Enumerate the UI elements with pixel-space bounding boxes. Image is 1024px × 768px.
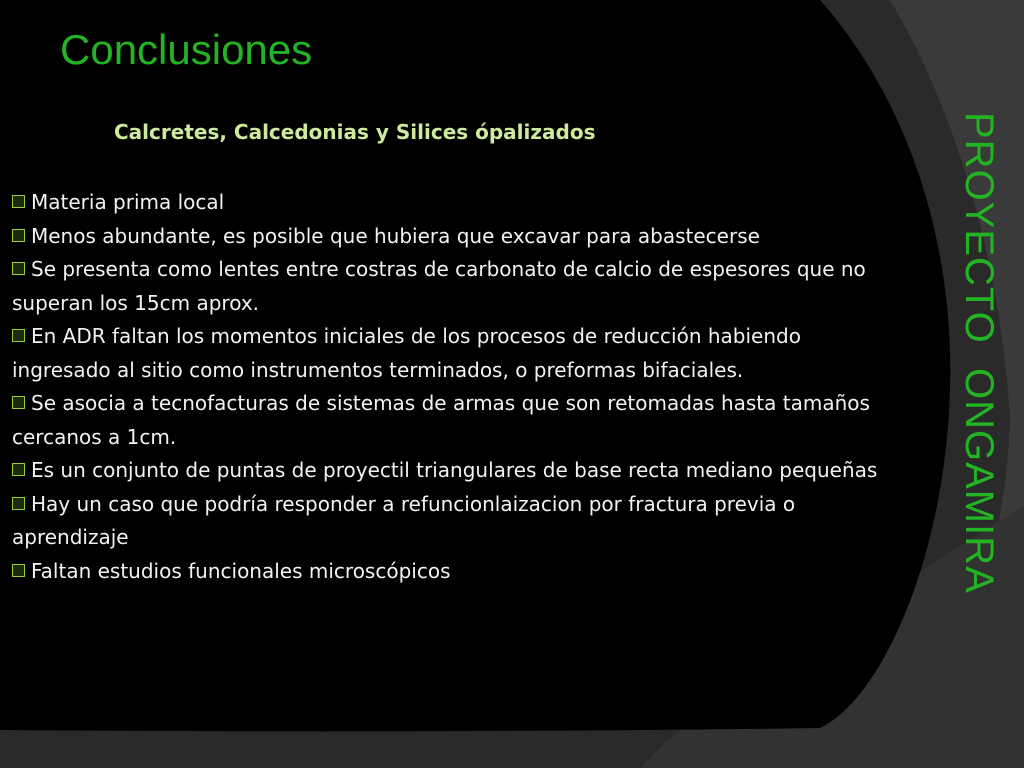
bullet-item bbox=[12, 186, 892, 220]
bullet-item bbox=[12, 387, 892, 454]
bullet-text: Se asocia a tecnofacturas de sistemas de armas que son retomadas hasta tamaños cercanos a 1cm. bbox=[12, 391, 870, 449]
bullet-text: Materia prima local bbox=[31, 190, 225, 214]
project-vertical-label: PROYECTO ONGAMIRA bbox=[957, 112, 1001, 594]
bullet-text: Hay un caso que podría responder a refuncionlaizacion por fractura previa o aprendizaje bbox=[12, 491, 796, 549]
checkbox-bullet-icon bbox=[12, 262, 25, 275]
checkbox-bullet-icon bbox=[12, 329, 25, 342]
checkbox-bullet-icon bbox=[12, 497, 25, 510]
checkbox-bullet-icon bbox=[12, 195, 25, 208]
slide-subtitle: Calcretes, Calcedonias y Silices ópalizados bbox=[114, 120, 596, 144]
bullet-list bbox=[12, 186, 892, 588]
bullet-text: Faltan estudios funcionales microscópicos bbox=[31, 558, 451, 583]
bullet-item bbox=[12, 253, 892, 320]
checkbox-bullet-icon bbox=[12, 229, 25, 242]
bullet-text: En ADR faltan los momentos iniciales de los procesos de reducción habiendo ingresado al sitio como instrumentos terminados, o preformas bifaciales. bbox=[12, 324, 801, 382]
bullet-item bbox=[12, 220, 892, 254]
checkbox-bullet-icon bbox=[12, 564, 25, 577]
bullet-item bbox=[12, 555, 892, 589]
slide-title: Conclusiones bbox=[60, 26, 313, 73]
checkbox-bullet-icon bbox=[12, 396, 25, 409]
checkbox-bullet-icon bbox=[12, 463, 25, 476]
bullet-item bbox=[12, 454, 892, 488]
bullet-text: Menos abundante, es posible que hubiera que excavar para abastecerse bbox=[31, 223, 760, 248]
bullet-item bbox=[12, 488, 892, 555]
bullet-text: Se presenta como lentes entre costras de carbonato de calcio de espesores que no superan los 15cm aprox. bbox=[12, 257, 866, 315]
bullet-text: Es un conjunto de puntas de proyectil triangulares de base recta mediano pequeñas bbox=[31, 458, 878, 482]
bullet-item bbox=[12, 320, 892, 387]
